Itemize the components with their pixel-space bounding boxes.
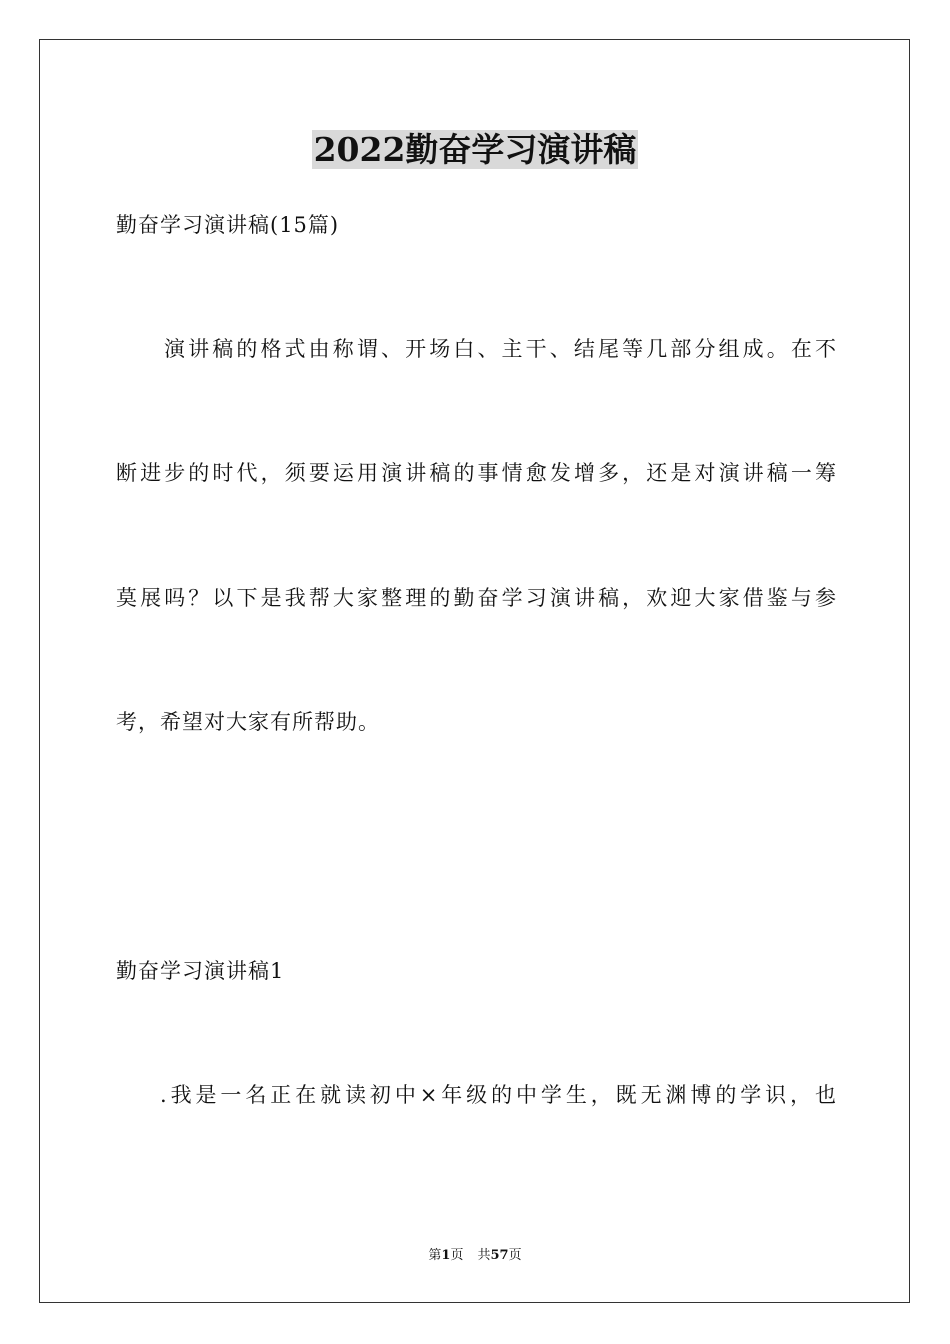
footer-page-suffix: 页: [450, 1248, 464, 1263]
footer-page-prefix: 第: [428, 1248, 442, 1263]
intro-line-3: 莫展吗？以下是我帮大家整理的勤奋学习演讲稿，欢迎大家借鉴与参: [116, 586, 836, 610]
footer-page-current: 1: [441, 1248, 451, 1263]
footer-total-prefix: 共: [477, 1248, 491, 1263]
section-first-line: .我是一名正在就读初中×年级的中学生，既无渊博的学识，也: [160, 1083, 836, 1107]
intro-line-1: 演讲稿的格式由称谓、开场白、主干、结尾等几部分组成。在不: [164, 337, 836, 361]
intro-line-4: 考，希望对大家有所帮助。: [116, 710, 380, 734]
document-subtitle: 勤奋学习演讲稿(15篇): [116, 213, 340, 237]
section-heading: 勤奋学习演讲稿1: [116, 959, 285, 983]
page-footer: [0, 1247, 950, 1265]
intro-line-2: 断进步的时代，须要运用演讲稿的事情愈发增多，还是对演讲稿一筹: [116, 461, 836, 485]
footer-page-total: 57: [490, 1248, 509, 1263]
document-title-text: 2022勤奋学习演讲稿: [313, 130, 637, 169]
footer-total-suffix: 页: [508, 1248, 522, 1263]
document-title: [0, 128, 950, 172]
